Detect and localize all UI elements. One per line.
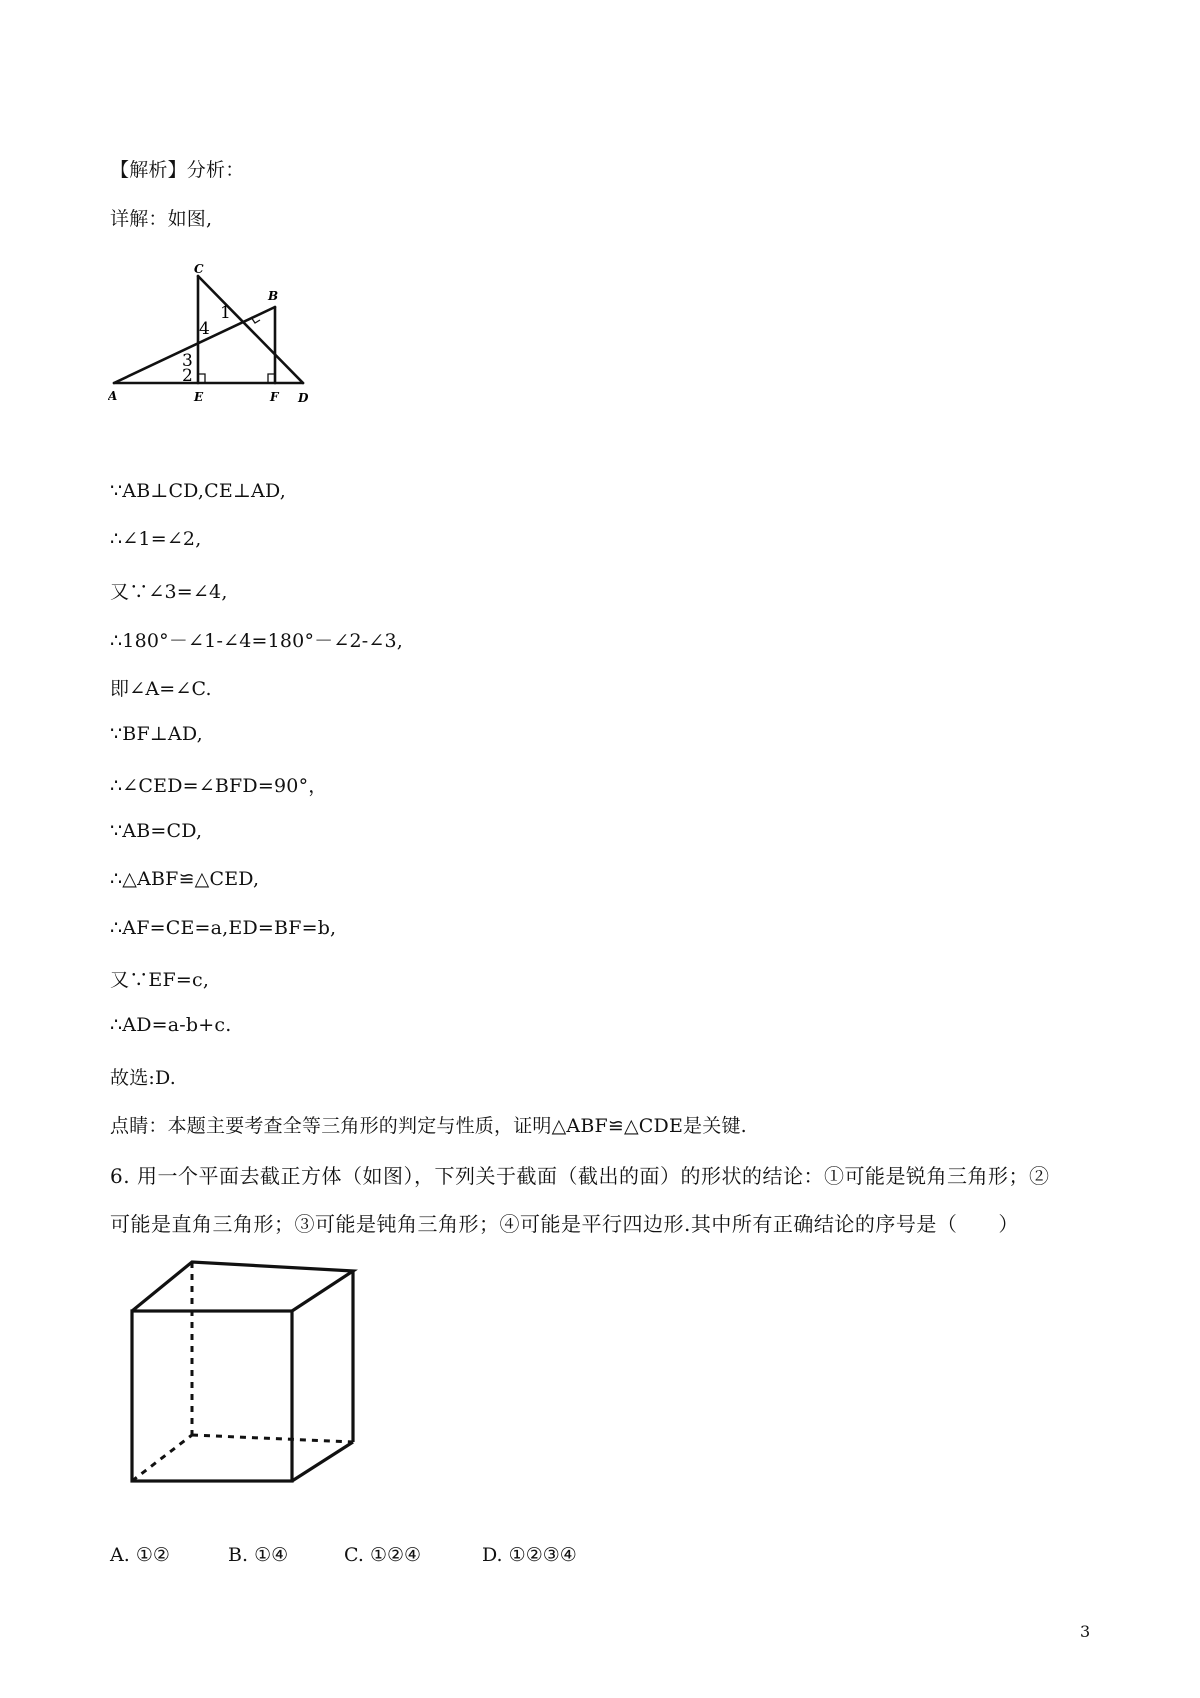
step-3: 又∵∠3=∠4, bbox=[110, 581, 228, 603]
step-13: 故选:D. bbox=[110, 1067, 176, 1089]
step-2: ∴∠1=∠2, bbox=[110, 528, 202, 550]
angle-label-4: 4 bbox=[199, 319, 210, 339]
option-c-letter: C. bbox=[344, 1544, 364, 1566]
step-5: 即∠A=∠C. bbox=[110, 678, 212, 700]
option-a[interactable] bbox=[110, 1544, 170, 1566]
comment: 点睛：本题主要考查全等三角形的判定与性质，证明△ABF≌△CDE是关键. bbox=[110, 1115, 747, 1137]
option-d-letter: D. bbox=[482, 1544, 503, 1566]
question-line-1: 6. 用一个平面去截正方体（如图），下列关于截面（截出的面）的形状的结论：①可能是锐角三角形；② bbox=[110, 1164, 1050, 1188]
angle-label-3: 3 bbox=[182, 351, 193, 371]
step-9: ∴△ABF≌△CED, bbox=[110, 868, 260, 890]
option-d-text: ①②③④ bbox=[508, 1544, 577, 1566]
cube-top-edges bbox=[132, 1262, 353, 1311]
label-d: D bbox=[298, 391, 309, 405]
option-b-letter: B. bbox=[228, 1544, 249, 1566]
option-a-text: ①② bbox=[135, 1544, 170, 1566]
label-c: C bbox=[194, 262, 204, 276]
cube-hidden-bottom-left bbox=[132, 1435, 192, 1481]
segment-ab bbox=[114, 307, 275, 383]
step-6: ∵BF⊥AD, bbox=[110, 723, 203, 745]
label-a: A bbox=[108, 389, 118, 403]
step-8: ∵AB=CD, bbox=[110, 820, 203, 842]
question-line-2: 可能是直角三角形；③可能是钝角三角形；④可能是平行四边形.其中所有正确结论的序号是（ ） bbox=[110, 1212, 1019, 1236]
cube-hidden-bottom-back bbox=[192, 1435, 353, 1442]
option-c-text: ①②④ bbox=[369, 1544, 422, 1566]
geometry-figure bbox=[108, 262, 348, 442]
option-a-letter: A. bbox=[110, 1544, 130, 1566]
right-angle-mark-intersection bbox=[251, 317, 260, 323]
option-b-text: ①④ bbox=[254, 1544, 289, 1566]
option-d[interactable] bbox=[482, 1544, 577, 1566]
cube-right-bottom-edge bbox=[292, 1442, 353, 1481]
angle-label-1: 1 bbox=[220, 303, 231, 323]
step-10: ∴AF=CE=a,ED=BF=b, bbox=[110, 917, 337, 939]
label-b: B bbox=[268, 289, 279, 303]
cube-front-face bbox=[132, 1311, 292, 1481]
label-e: E bbox=[194, 390, 204, 404]
option-c[interactable] bbox=[344, 1544, 421, 1566]
step-1: ∵AB⊥CD,CE⊥AD, bbox=[110, 480, 286, 502]
step-7: ∴∠CED=∠BFD=90°， bbox=[110, 775, 328, 797]
step-4: ∴180°－∠1-∠4=180°－∠2-∠3, bbox=[110, 630, 404, 652]
option-b[interactable] bbox=[228, 1544, 288, 1566]
angle-label-2: 2 bbox=[182, 366, 193, 386]
step-11: 又∵EF=c, bbox=[110, 969, 210, 991]
detail-intro: 详解：如图, bbox=[110, 208, 213, 230]
cube-figure bbox=[120, 1254, 370, 1504]
step-12: ∴AD=a-b+c. bbox=[110, 1014, 232, 1036]
label-f: F bbox=[270, 390, 279, 404]
solution-heading: 【解析】分析： bbox=[110, 159, 245, 181]
page-number: 3 bbox=[1080, 1622, 1091, 1641]
segment-cd bbox=[198, 276, 303, 383]
